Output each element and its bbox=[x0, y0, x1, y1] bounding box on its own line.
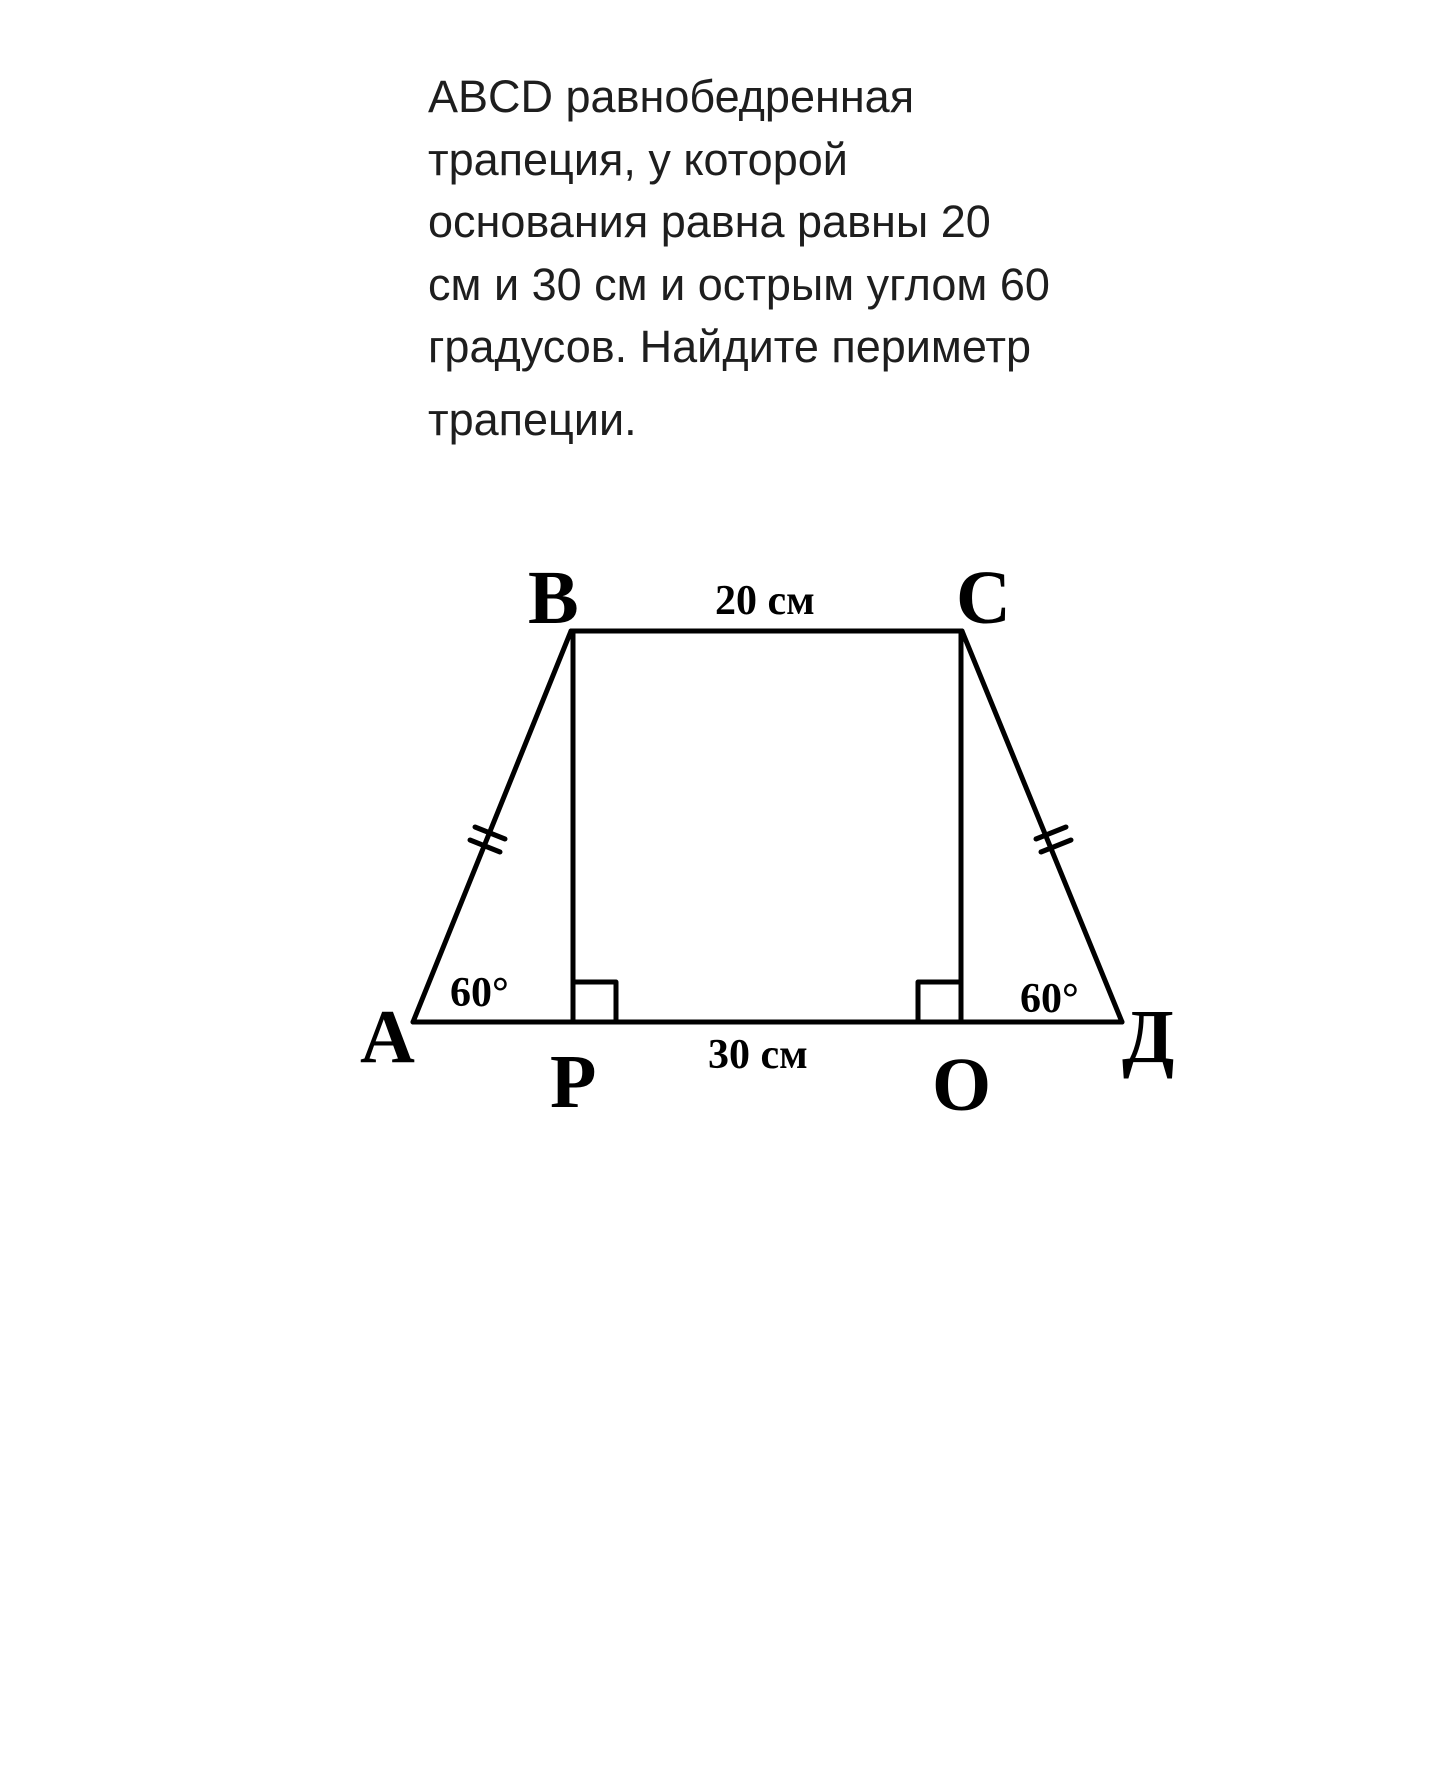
problem-line-3: основания равна равны 20 bbox=[428, 196, 991, 247]
vertex-label-a: A bbox=[360, 995, 415, 1079]
bottom-base-length: 30 см bbox=[708, 1032, 808, 1078]
problem-line-6: трапеции. bbox=[428, 393, 637, 445]
vertex-label-c: C bbox=[956, 556, 1011, 640]
problem-line-5: градусов. Найдите периметр bbox=[428, 321, 1032, 372]
vertex-label-p: P bbox=[550, 1040, 597, 1124]
vertex-label-b: B bbox=[528, 556, 579, 640]
vertex-label-d: Д bbox=[1122, 995, 1175, 1079]
problem-line-4: см и 30 см и острым углом 60 bbox=[428, 258, 1050, 310]
angle-label-a: 60° bbox=[450, 970, 509, 1016]
top-base-length: 20 см bbox=[715, 578, 815, 624]
right-angle-mark-p bbox=[573, 982, 616, 1022]
vertex-label-o: O bbox=[932, 1043, 992, 1127]
side-cd bbox=[962, 631, 1122, 1022]
problem-line-1: ABCD равнобедренная bbox=[428, 71, 915, 122]
right-angle-mark-o bbox=[918, 982, 961, 1022]
problem-line-2: трапеция, у которой bbox=[428, 133, 848, 185]
side-ab bbox=[413, 631, 571, 1022]
angle-label-d: 60° bbox=[1020, 976, 1079, 1022]
